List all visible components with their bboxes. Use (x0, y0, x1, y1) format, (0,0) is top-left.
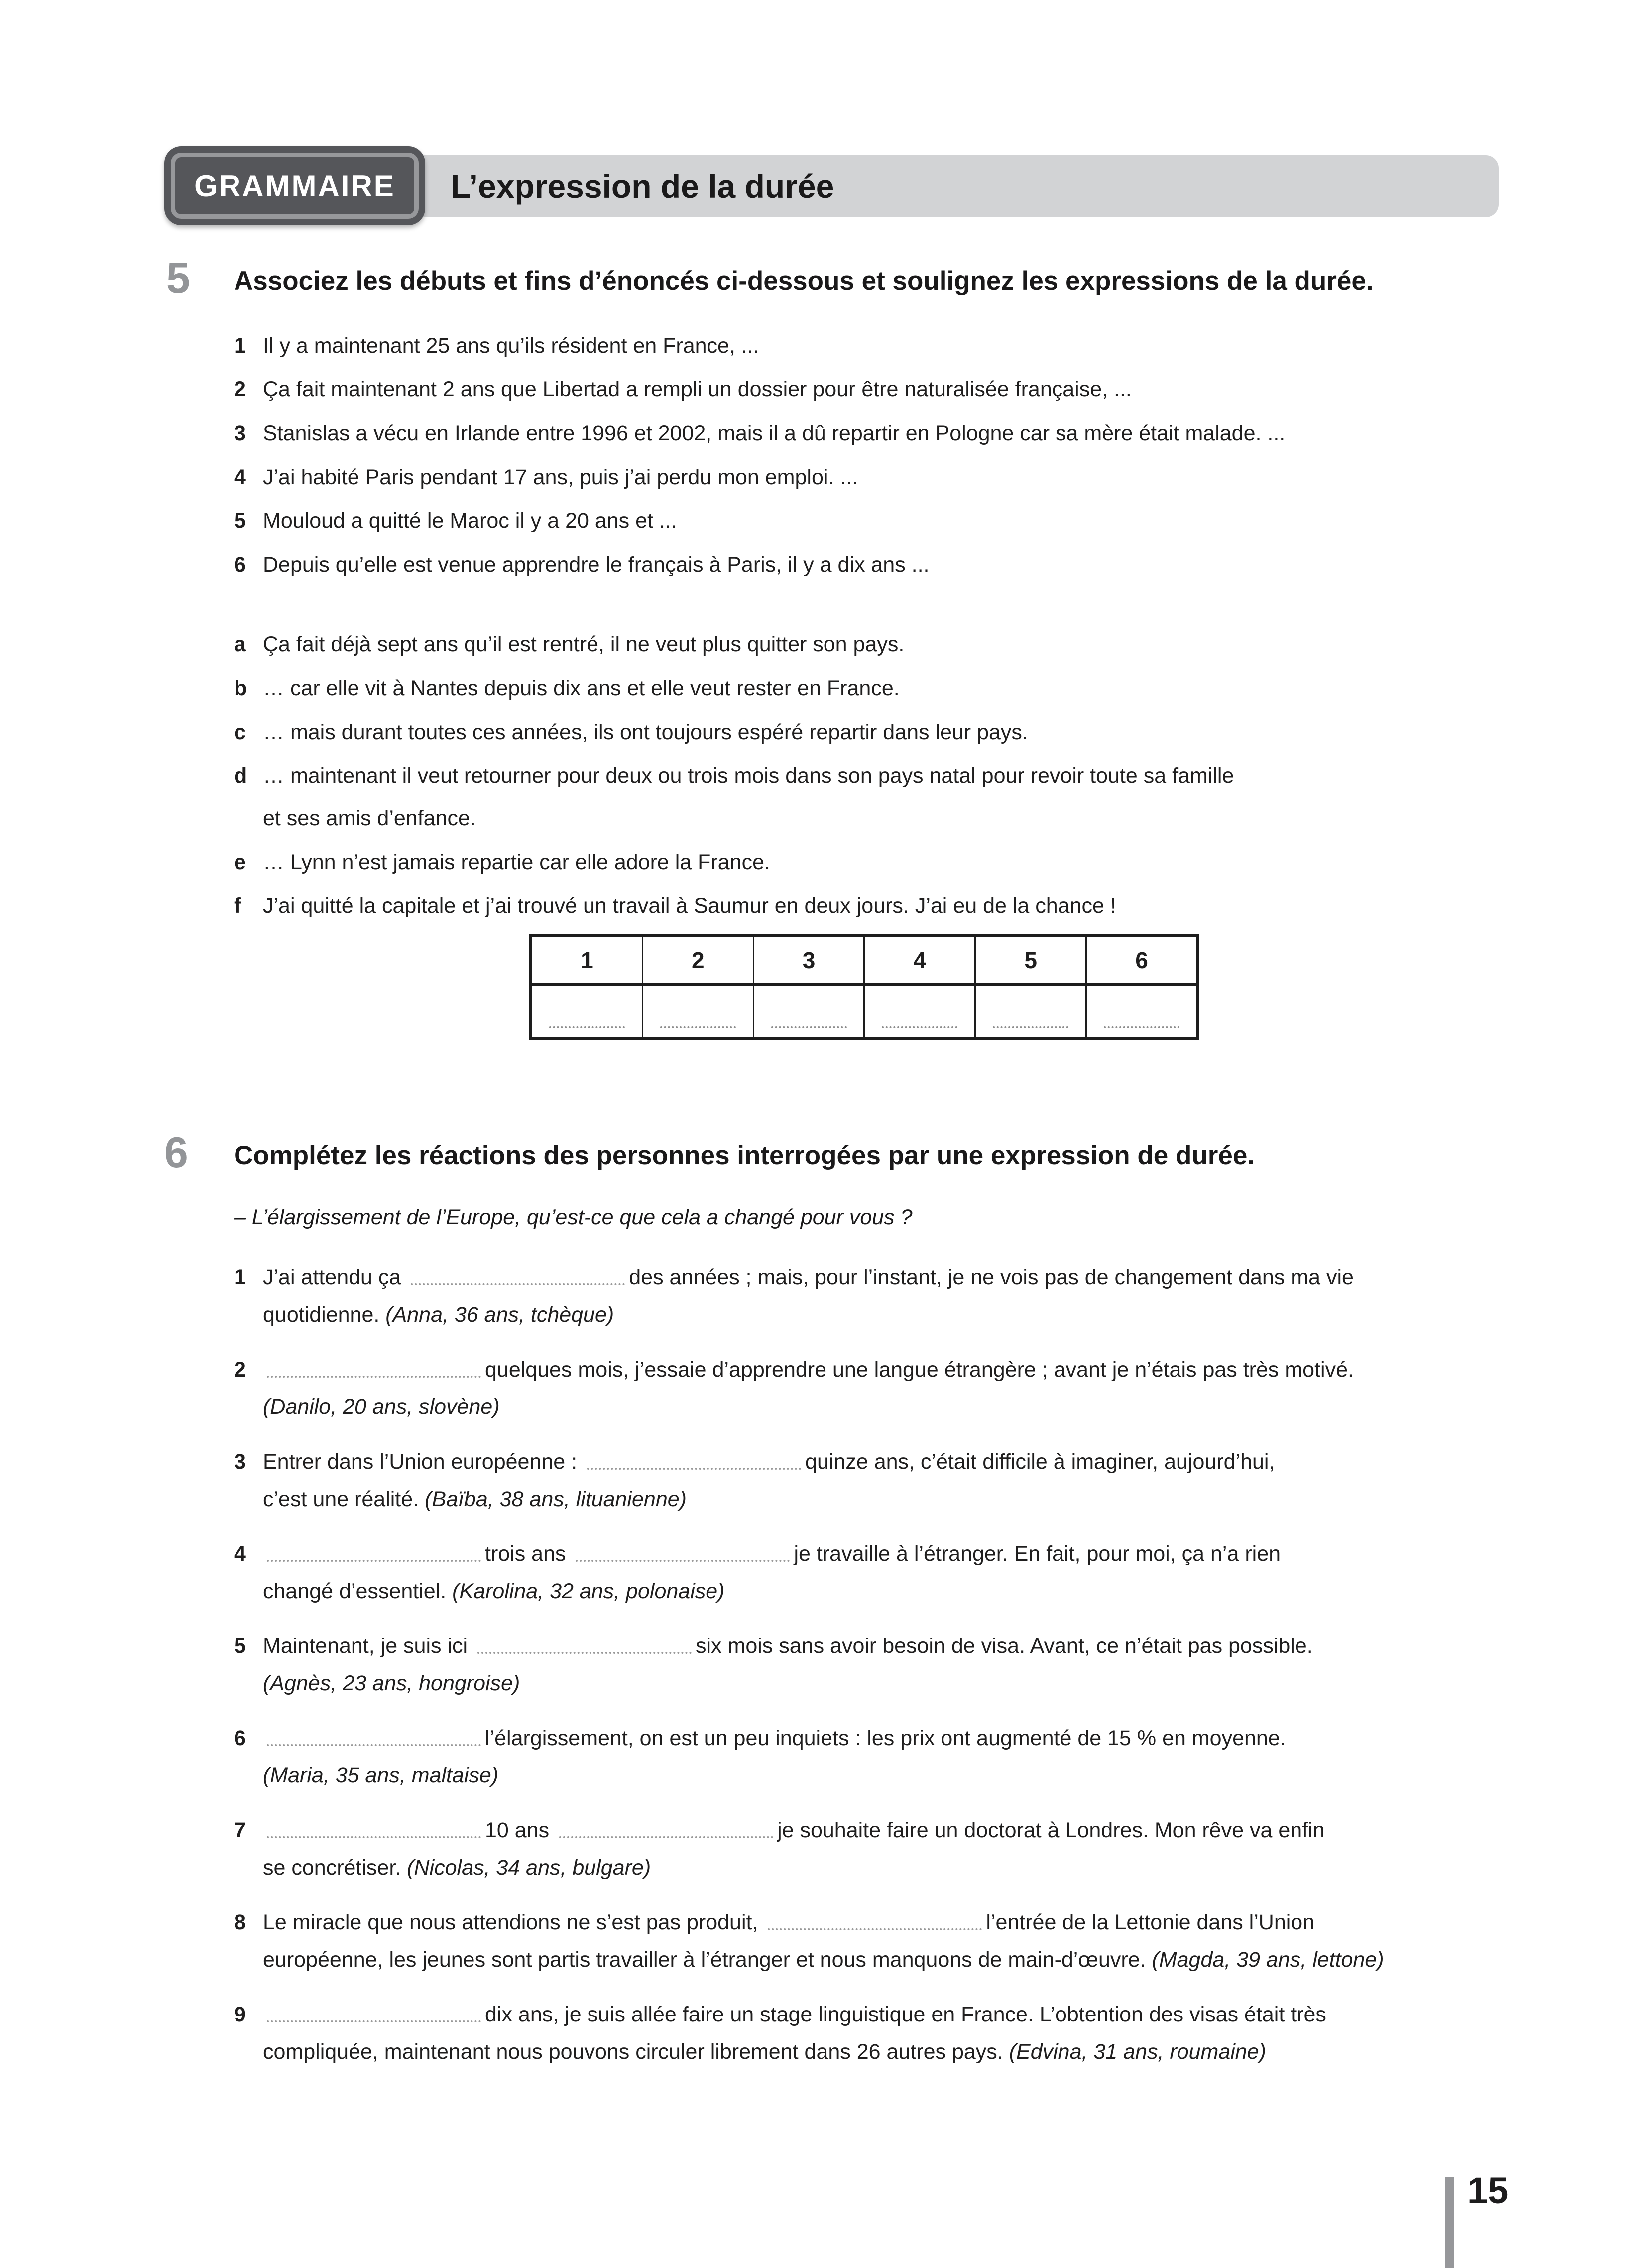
respondent-name: (Karolina, 32 ans, polonaise) (452, 1579, 725, 1603)
respondent-name: (Edvina, 31 ans, roumaine) (1009, 2040, 1266, 2064)
sentence-text: J’ai attendu ça (263, 1265, 407, 1289)
item-text (263, 1904, 1512, 1979)
table-header-cell: 6 (1085, 937, 1196, 983)
table-answer-cell[interactable] (863, 986, 974, 1037)
sentence-text: Maintenant, je suis ici (263, 1634, 474, 1658)
item-text (263, 1443, 1512, 1518)
question-item (234, 1720, 1512, 1794)
answer-blank[interactable] (587, 1452, 801, 1470)
sentence-text: quelques mois, j’essaie d’apprendre une langue étrangère ; avant je n’étais pas très motivé. (485, 1358, 1354, 1382)
answer-dots (1104, 1026, 1179, 1028)
start-item (234, 464, 1512, 490)
answer-dots (882, 1026, 957, 1028)
start-item (234, 420, 1512, 446)
answer-table-answer-row (532, 983, 1196, 1037)
sentence-text: 10 ans (485, 1818, 556, 1842)
exercise5-starts-list (234, 333, 1512, 596)
sentence-text: c’est une réalité. (263, 1487, 425, 1511)
item-number: e (234, 850, 246, 874)
item-text: Depuis qu’elle est venue apprendre le français à Paris, il y a dix ans ... (263, 553, 930, 577)
sentence-text: européenne, les jeunes sont partis travailler à l’étranger et nous manquons de main-d’œuvre. (263, 1948, 1152, 1972)
answer-blank[interactable] (267, 1820, 481, 1838)
sentence-text: Ça fait déjà sept ans qu’il est rentré, il ne veut plus quitter son pays. (263, 632, 905, 656)
page-number: 15 (1467, 2170, 1509, 2211)
start-item (234, 508, 1512, 534)
sentence-text: l’entrée de la Lettonie dans l’Union (986, 1910, 1315, 1934)
item-number: 3 (234, 421, 246, 445)
respondent-name: (Baïba, 38 ans, lituanienne) (425, 1487, 687, 1511)
sentence-text: … maintenant il veut retourner pour deux ou trois mois dans son pays natal pour revoir toute sa famille (263, 764, 1234, 788)
item-number: 9 (234, 2003, 246, 2026)
item-number: 2 (234, 1358, 246, 1382)
sentence-text: dix ans, je suis allée faire un stage linguistique en France. L’obtention des visas était très (485, 2003, 1326, 2026)
table-answer-cell[interactable] (642, 986, 753, 1037)
table-header-cell: 2 (642, 937, 753, 983)
sentence-text: changé d’essentiel. (263, 1579, 453, 1603)
sentence-text: je souhaite faire un doctorat à Londres. Mon rêve va enfin (777, 1818, 1325, 1842)
answer-dots (771, 1026, 847, 1028)
sentence-text: compliquée, maintenant nous pouvons circuler librement dans 26 autres pays. (263, 2040, 1009, 2064)
sentence-text: l’élargissement, on est un peu inquiets : les prix ont augmenté de 15 % en moyenne. (485, 1726, 1286, 1750)
question-item (234, 1443, 1512, 1518)
question-item (234, 1812, 1512, 1887)
end-item (234, 624, 1512, 666)
grammaire-badge-label: GRAMMAIRE (194, 169, 395, 203)
start-item (234, 377, 1512, 402)
answer-blank[interactable] (477, 1636, 692, 1654)
table-header-cell: 4 (863, 937, 974, 983)
question-item (234, 1535, 1512, 1610)
exercise5-number: 5 (166, 254, 190, 302)
respondent-name: (Magda, 39 ans, lettone) (1152, 1948, 1384, 1972)
sentence-text: … car elle vit à Nantes depuis dix ans et elle veut rester en France. (263, 676, 900, 700)
question-item (234, 1259, 1512, 1334)
item-number: f (234, 894, 241, 918)
item-text (263, 624, 1512, 666)
grammaire-badge (164, 146, 425, 225)
sentence-text: des années ; mais, pour l’instant, je ne vois pas de changement dans ma vie (629, 1265, 1354, 1289)
item-text: J’ai habité Paris pendant 17 ans, puis j’ai perdu mon emploi. ... (263, 465, 858, 489)
end-item (234, 711, 1512, 754)
item-text: Stanislas a vécu en Irlande entre 1996 et 2002, mais il a dû repartir en Pologne car sa mère était malade. ... (263, 421, 1286, 445)
sentence-text: Entrer dans l’Union européenne : (263, 1450, 584, 1474)
end-item (234, 667, 1512, 710)
answer-blank[interactable] (768, 1912, 982, 1930)
answer-blank[interactable] (267, 1360, 481, 1378)
question-item (234, 1351, 1512, 1426)
question-item (234, 1996, 1512, 2071)
item-number: d (234, 764, 247, 788)
footer-bar (1445, 2177, 1454, 2268)
respondent-name: (Agnès, 23 ans, hongroise) (263, 1671, 520, 1695)
item-number: a (234, 632, 246, 656)
start-item (234, 552, 1512, 578)
item-text: Il y a maintenant 25 ans qu’ils résident en France, ... (263, 334, 759, 358)
respondent-name: (Anna, 36 ans, tchèque) (385, 1303, 614, 1327)
item-number: 5 (234, 509, 246, 533)
sentence-text: Le miracle que nous attendions ne s’est pas produit, (263, 1910, 764, 1934)
section-title: L’expression de la durée (451, 168, 834, 205)
answer-blank[interactable] (559, 1820, 773, 1838)
question-item (234, 1628, 1512, 1702)
sentence-text: se concrétiser. (263, 1856, 407, 1880)
item-number: 1 (234, 334, 246, 358)
item-number: 6 (234, 553, 246, 577)
start-item (234, 333, 1512, 359)
sentence-text: … Lynn n’est jamais repartie car elle adore la France. (263, 850, 770, 874)
item-number: 4 (234, 1542, 246, 1566)
exercise6-question-prompt: – L’élargissement de l’Europe, qu’est-ce que cela a changé pour vous ? (234, 1205, 913, 1229)
respondent-name: (Nicolas, 34 ans, bulgare) (407, 1856, 651, 1880)
item-text (263, 1535, 1512, 1610)
table-header-cell: 1 (581, 947, 593, 973)
answer-table (529, 934, 1199, 1040)
answer-dots (660, 1026, 736, 1028)
sentence-text: je travaille à l’étranger. En fait, pour moi, ça n’a rien (794, 1542, 1281, 1566)
sentence-text: quinze ans, c’était difficile à imaginer, aujourd’hui, (805, 1450, 1275, 1474)
item-text (263, 1812, 1512, 1887)
exercise6-number: 6 (164, 1129, 188, 1177)
exercise6-instruction: Complétez les réactions des personnes interrogées par une expression de durée. (234, 1141, 1255, 1170)
item-text (263, 1351, 1512, 1426)
end-item (234, 755, 1512, 840)
item-number: 6 (234, 1726, 246, 1750)
exercise6-items-list (234, 1259, 1512, 2088)
item-number: 5 (234, 1634, 246, 1658)
answer-dots (549, 1026, 625, 1028)
table-answer-cell[interactable] (532, 986, 642, 1037)
item-number: c (234, 720, 246, 744)
item-text (263, 841, 1512, 883)
table-answer-cell[interactable] (974, 986, 1085, 1037)
item-text (263, 755, 1512, 840)
respondent-name: (Danilo, 20 ans, slovène) (263, 1395, 500, 1419)
item-text (263, 1628, 1512, 1702)
table-header-cell: 5 (974, 937, 1085, 983)
answer-blank[interactable] (411, 1267, 625, 1285)
item-text: Mouloud a quitté le Maroc il y a 20 ans et ... (263, 509, 677, 533)
answer-dots (993, 1026, 1068, 1028)
table-answer-cell[interactable] (1085, 986, 1196, 1037)
sentence-text: quotidienne. (263, 1303, 386, 1327)
answer-blank[interactable] (267, 1728, 481, 1746)
item-text (263, 711, 1512, 754)
exercise5-instruction: Associez les débuts et fins d’énoncés ci-dessous et soulignez les expressions de la durée. (234, 266, 1374, 296)
respondent-name: (Maria, 35 ans, maltaise) (263, 1764, 499, 1787)
answer-blank[interactable] (267, 1544, 481, 1562)
answer-table-header-row (532, 937, 1196, 983)
item-text (263, 885, 1512, 927)
item-number: 3 (234, 1450, 246, 1474)
sentence-text: et ses amis d’enfance. (263, 806, 476, 830)
item-number: b (234, 676, 247, 700)
item-number: 1 (234, 1265, 246, 1289)
item-text (263, 1720, 1512, 1794)
end-item (234, 841, 1512, 883)
exercise5-ends-list (234, 624, 1512, 929)
sentence-text: J’ai quitté la capitale et j’ai trouvé un travail à Saumur en deux jours. J’ai eu de la chance ! (263, 894, 1116, 918)
question-item (234, 1904, 1512, 1979)
sentence-text: … mais durant toutes ces années, ils ont toujours espéré repartir dans leur pays. (263, 720, 1028, 744)
item-text (263, 1996, 1512, 2071)
table-answer-cell[interactable] (753, 986, 864, 1037)
table-header-cell: 3 (753, 937, 864, 983)
item-number: 2 (234, 378, 246, 401)
answer-blank[interactable] (267, 2005, 481, 2022)
sentence-text: six mois sans avoir besoin de visa. Avant, ce n’était pas possible. (696, 1634, 1313, 1658)
item-text (263, 1259, 1512, 1334)
item-text (263, 667, 1512, 710)
end-item (234, 885, 1512, 927)
item-number: 4 (234, 465, 246, 489)
item-number: 8 (234, 1910, 246, 1934)
item-text: Ça fait maintenant 2 ans que Libertad a rempli un dossier pour être naturalisée française, ... (263, 378, 1132, 401)
item-number: 7 (234, 1818, 246, 1842)
sentence-text: trois ans (485, 1542, 572, 1566)
answer-blank[interactable] (576, 1544, 790, 1562)
